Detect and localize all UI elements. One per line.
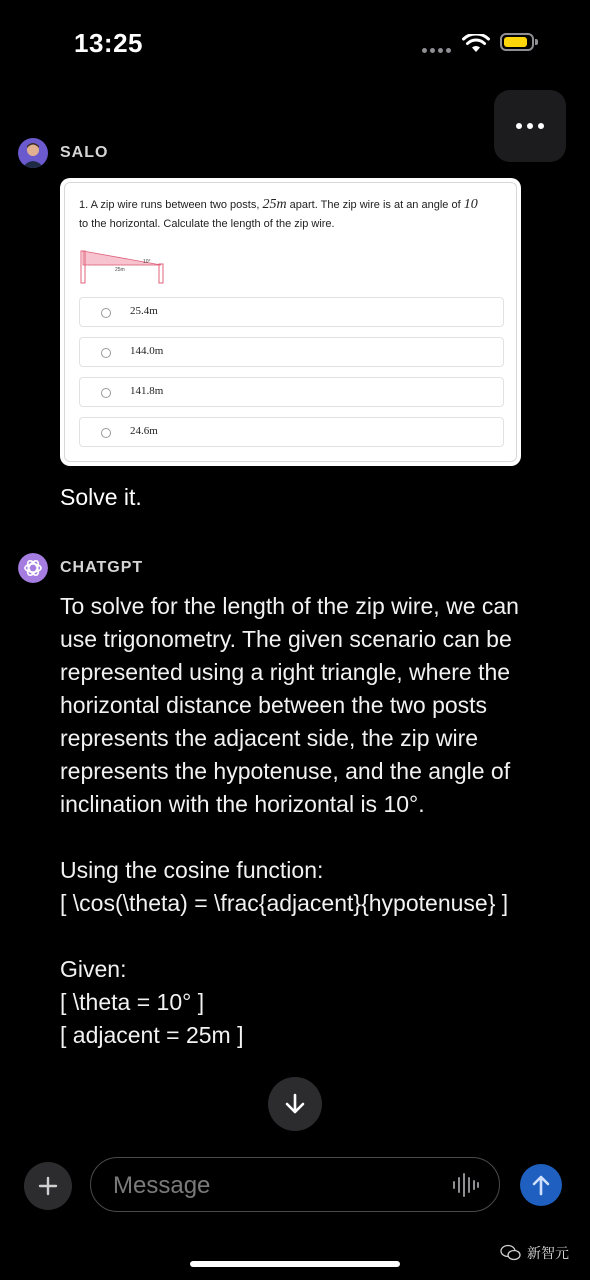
user-header [18,138,108,168]
user-message-text: Solve it. [60,484,142,510]
assistant-message [60,590,560,1052]
send-button[interactable] [520,1164,562,1206]
message-input[interactable] [111,1167,435,1205]
more-options-button[interactable] [494,90,566,162]
answer-option[interactable] [79,417,504,447]
question-text: 1. A zip wire runs between two posts, 25m apart. The zip wire is at an angle of 10 to the horizontal. Calculate the length of the zip wire. [79,197,478,230]
dot-icon [516,123,522,129]
dot-icon [538,123,544,129]
radio-icon [101,308,111,318]
radio-icon [101,428,111,438]
answer-option[interactable] [79,337,504,367]
answer-option[interactable] [79,377,504,407]
answer-option-label: 24.6m [130,425,158,437]
arrow-up-icon [531,1174,551,1196]
answer-option-label: 141.8m [130,385,164,397]
radio-icon [101,348,111,358]
status-time: 13:25 [74,28,143,58]
answer-option[interactable] [79,297,504,327]
scroll-down-button[interactable] [268,1077,322,1131]
watermark [500,1243,569,1263]
diagram-distance-label: 25m [115,267,125,273]
answer-option-label: 144.0m [130,345,164,357]
diagram-angle-label: 10° [143,259,151,265]
question-image[interactable] [60,178,521,466]
attach-button[interactable] [24,1162,72,1210]
arrow-down-icon [284,1092,306,1116]
wechat-icon [500,1244,522,1262]
message-field[interactable] [90,1157,500,1212]
wifi-icon [462,34,490,54]
zip-wire-diagram [79,247,169,287]
response-formula: [ \cos(\theta) = \frac{adjacent}{hypotenuse} ] [60,890,509,916]
response-paragraph: Given: [60,956,127,982]
response-formula: [ adjacent = 25m ] [60,1022,244,1048]
dot-icon [527,123,533,129]
user-avatar [18,138,48,168]
home-indicator[interactable] [190,1261,400,1267]
response-paragraph: To solve for the length of the zip wire, we can use trigonometry. The given scenario can be represented using a right triangle, where the horizontal distance between the two posts represents the adjacent side, the zip wire represents the hypotenuse, and the angle of inclination with the horizontal is 10°. [60,593,519,817]
assistant-header [18,553,143,583]
cellular-signal-icon [422,48,451,53]
radio-icon [101,388,111,398]
chatgpt-logo-icon [18,553,48,583]
plus-icon [38,1176,58,1196]
battery-icon [500,33,534,51]
answer-option-label: 25.4m [130,305,158,317]
status-bar [0,0,590,90]
assistant-name: CHATGPT [60,559,144,576]
user-name: SALO [60,144,109,161]
response-formula: [ \theta = 10° ] [60,989,205,1015]
response-paragraph: Using the cosine function: [60,857,324,883]
voice-waveform-icon[interactable] [451,1172,481,1198]
watermark-text: 新智元 [527,1245,569,1261]
